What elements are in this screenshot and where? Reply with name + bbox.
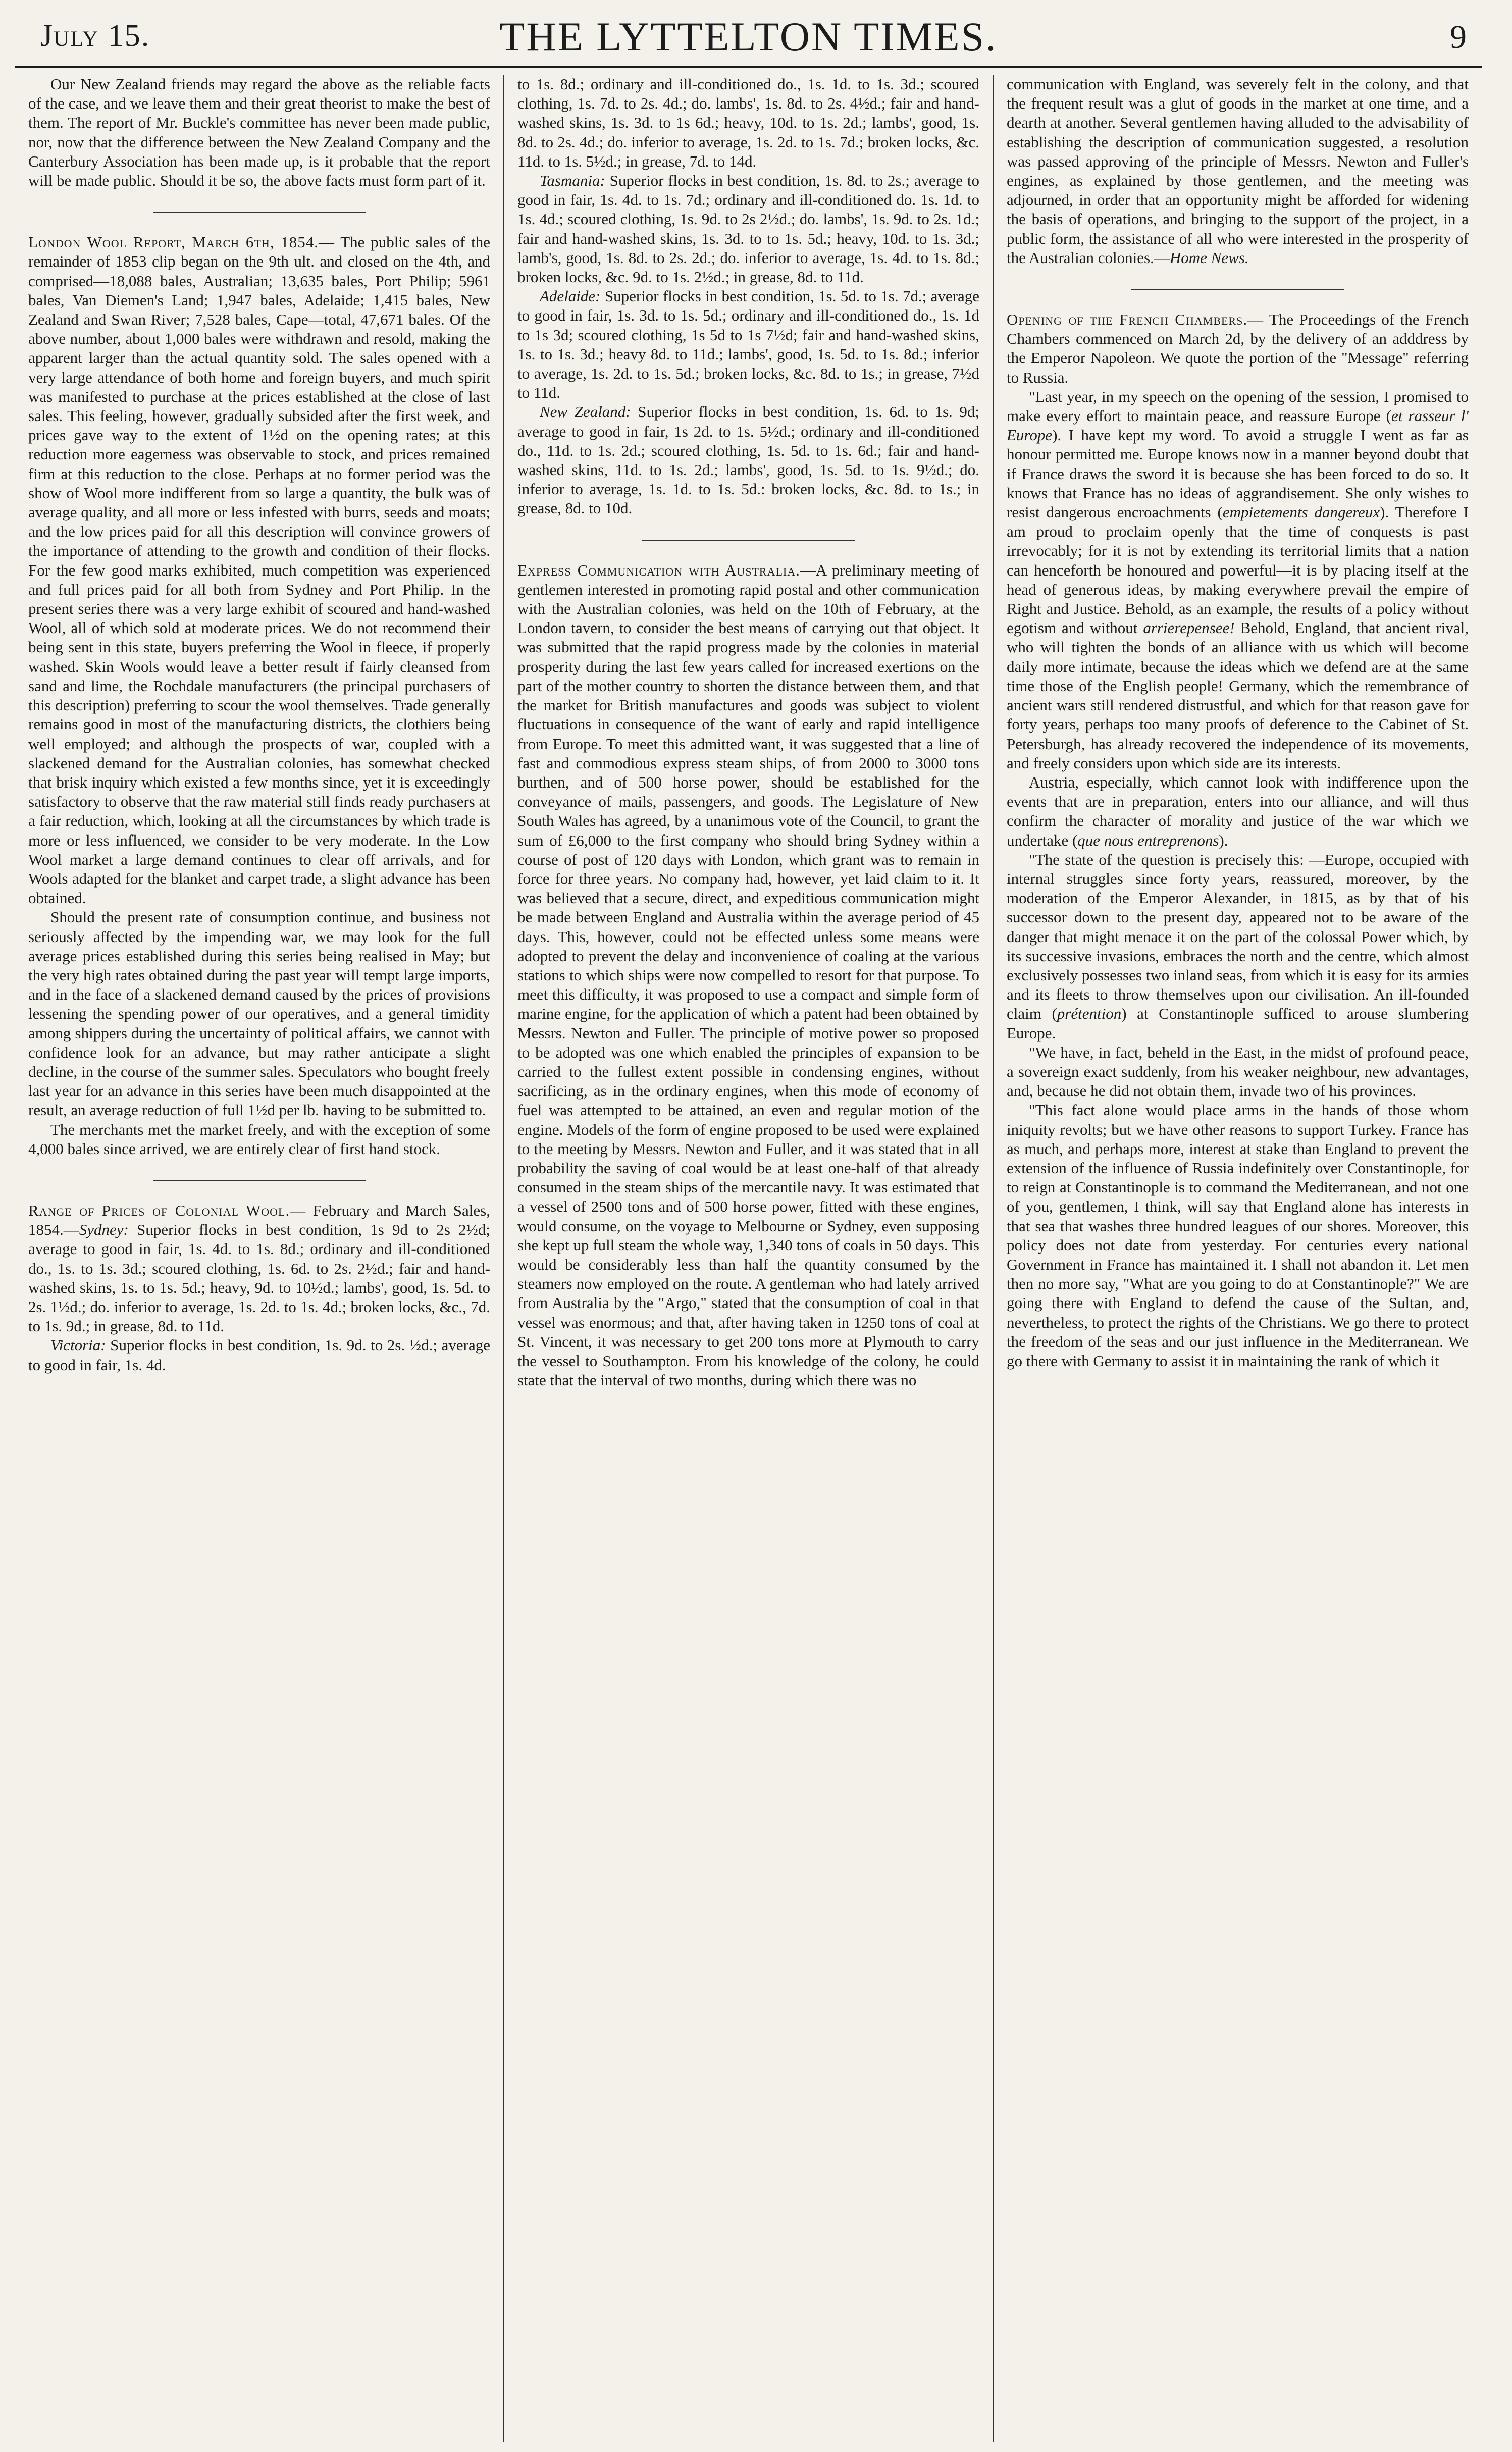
french-paragraph-4: "We have, in fact, beheld in the East, in the midst of profound peace, a sovereign exact suddenly, from his weaker neighbour, new advantages, and, because he did not obtain them, invade two of his provinces. — [1007, 1043, 1469, 1100]
express-source: Home News. — [1169, 248, 1249, 267]
masthead — [15, 0, 1482, 68]
victoria-paragraph — [28, 1336, 490, 1374]
range-prices-paragraph — [28, 1201, 490, 1336]
newspaper-title: THE LYTTELTON TIMES. — [499, 14, 998, 60]
new-zealand-label: New Zealand: — [540, 403, 631, 421]
article-divider — [642, 540, 855, 541]
sydney-prices: Superior flocks in best condition, 1s 9d to 2s 2½d; average to good in fair, 1s. 4d. to 1s. 8d.; ordinary and ill-conditioned do., 1s. to 1s. 3d.; scoured clothing, 1s. 6d. to 2s. 2½d.; fair and hand-washed skins, 1s. to 1s. 5d.; heavy, 9d. to 10½d.; lambs', good, 1s. 5d. to 2s. 1½d.; do. inferior to average, 1s. 2d. to 1s. 4d.; broken locks, &c., 7d. to 1s. 9d.; in grease, 8d. to 11d. — [28, 1221, 490, 1335]
adelaide-paragraph — [517, 287, 979, 402]
tasmania-prices: Superior flocks in best condition, 1s. 8d. to 2s.; average to good in fair, 1s. 4d. to 1s. 7d.; ordinary and ill-conditioned do. 1s. 1d. to 1s. 4d.; scoured clothing, 1s. 9d. to 2s 2½d.; do. lambs', 1s. 9d. to 2s. 1d.; fair and hand-washed skins, 1s. 3d. to to 1s. 5d.; heavy, 10d. to 1s. 3d.; lamb's, good, 1s. 8d. to 2s. 2d.; do. inferior to average, 1s. 4d. to 1s. 8d.; broken locks, &c. 9d. to 1s. 2½d.; in grease, 8d. to 11d. — [517, 172, 979, 286]
text-run: Behold, England, that ancient rival, who will tighten the bonds of an alliance with us which will become daily more intimate, because the ideas which we defend are at the same time those of the English people! Germany, which the remembrance of ancient wars still rendered distrustful, and which for that reason gave for forty years, perhaps too many proofs of deference to the Cabinet of St. Petersburgh, has already recovered the independence of its movements, and freely considers upon which side are its interests. — [1007, 619, 1469, 772]
express-continued — [1007, 75, 1469, 268]
express-continued-text: communication with England, was severely felt in the colony, and that the frequent result was a glut of goods in the market at one time, and a dearth at another. Several gentlemen having alluded to the advisability of establishing the description of communication suggested, a resolution was passed approving of the principle of Messrs. Newton and Fuller's engines, as explained by those gentlemen, and the meeting was adjourned, in order that an opportunity might be afforded for widening the basis of operations, and bringing to the support of the project, in a public form, the assistance of all who were interested in the prosperity of the Australian colonies.— — [1007, 75, 1469, 267]
adelaide-prices: Superior flocks in best condition, 1s. 5d. to 1s. 7d.; average to good in fair, 1s. 3d. to 1s. 5d.; ordinary and ill-conditioned do., 1s. 1d to 1s 3d; scoured clothing, 1s 5d to 1s 7½d; fair and hand-washed skins, 1s. to 1s. 3d.; heavy 8d. to 11d.; lambs', good, 1s. 5d. to 1s. 8d.; inferior to average, 1s. 2d. to 1s. 5d.; broken locks, &c. 8d. to 1s.; in grease, 7½d to 11d. — [517, 287, 979, 402]
wool-report-paragraph — [28, 233, 490, 908]
wool-report-text: The public sales of the remainder of 1853 clip began on the 9th ult. and closed on the 4th, and comprised—18,088 bales, Australian; 13,635 bales, Port Philip; 5961 bales, Van Diemen's Land; 1,947 bales, Adelaide; 1,415 bales, New Zealand and Swan River; 7,528 bales, Cape—total, 47,671 bales. Of the above number, about 1,000 bales were withdrawn and resold, making the apparent larger than the actual quantity sold. The sales opened with a very large attendance of both home and foreign buyers, and much spirit was manifested to purchase at the prices established at the close of last sales. This feeling, however, gradually subsided after the first week, and prices gave way to the extent of 1½d on the opening rates; at this reduction more eagerness was observable to stock, and prices remained firm at this reduction to the close. Perhaps at no former period was the show of Wool more indifferent from so large a quantity, the bulk was of average quality, and all more or less infested with burrs, seeds and moats; and the low prices paid for all this description will convince growers of the importance of attending to the growth and condition of their flocks. For the few good marks exhibited, much competition was experienced and full prices paid for all both from Sydney and Port Philip. In the present series there was a very large exhibit of scoured and hand-washed Wool, all of which sold at moderate prices. We do not recommend their being sent in this state, buyers preferring the Wool in fleece, if properly washed. Skin Wools would leave a better result if fairly cleansed from sand and lime, the Rochdale manufacturers (the principal purchasers of this description) preferring to scour the wool themselves. Trade generally remains good in most of the manufacturing districts, the clothiers being well employed; and although the prospects of war, coupled with a slackened demand for the Australian colonies, has somewhat checked that brisk inquiry which existed a few months since, yet it is exceedingly satisfactory to observe that the raw material still finds ready purchasers at a fair reduction, which, looking at all the circumstances by which trade is more or less influenced, we consider to be very moderate. In the Low Wool market a large demand continues to clear off arrivals, and for Wools adapted for the blanket and carpet trade, a slight advance has been obtained. — [28, 233, 490, 907]
issue-date: July 15. — [40, 19, 150, 53]
italic-phrase: et rasseur l' Europe — [1007, 407, 1469, 444]
wool-report-paragraph-3: The merchants met the market freely, and with the exception of some 4,000 bales since arrived, we are entirely clear of first hand stock. — [28, 1120, 490, 1158]
column-2 — [503, 75, 993, 2442]
french-chambers-heading: Opening of the French Chambers.— — [1007, 310, 1264, 329]
express-heading: Express Communication with Australia. — [517, 561, 800, 579]
wool-report-paragraph-2: Should the present rate of consumption continue, and business not seriously affected by the impending war, we may look for the full average prices established during this series being realised in May; but the very high rates obtained during the past year will tempt large imports, and in the face of a slackened demand caused by the prices of provisions lessening the spending power of our operatives, and a general timidity among shippers during the uncertainty of political affairs, we cannot with confidence look for an advance, but may rather anticipate a slight decline, in the course of the summer sales. Speculators who bought freely last year for an advance in this series have been much disappointed at the result, an average reduction of full 1½d per lb. having to be submitted to. — [28, 908, 490, 1119]
adelaide-label: Adelaide: — [540, 287, 601, 305]
sydney-label: Sydney: — [79, 1221, 129, 1239]
victoria-continued: to 1s. 8d.; ordinary and ill-conditioned do., 1s. 1d. to 1s. 3d.; scoured clothing, 1s. 7d. to 2s. 4d.; do. lambs', 1s. 8d. to 2s. 4½d.; fair and hand-washed skins, 1s. 3d. to 1s 6d.; heavy, 10d. to 1s. 2d.; lambs', good, 1s. 8d. to 2s. 4d.; do. inferior to average, 1s. 2d. to 1s. 7d.; broken locks, &c. 11d. to 1s. 5½d.; in grease, 7d. to 14d. — [517, 75, 979, 170]
victoria-prices: Superior flocks in best condition, 1s. 9d. to 2s. ½d.; average to good in fair, 1s. 4d. — [28, 1336, 490, 1374]
express-text: —A preliminary meeting of gentlemen interested in promoting rapid postal and other communication with the Australian colonies, was held on the 10th of February, at the London tavern, to consider the best means of carrying out that object. It was submitted that the rapid progress made by the colonies in material prosperity during the last few years called for increased exertions on the part of the mother country to shorten the distance between them, and that the market for British manufactures and goods was subject to violent fluctuations in consequence of the want of early and rapid intelligence from Europe. To meet this admitted want, it was suggested that a line of fast and commodious express steam ships, of from 2000 to 3000 tons burthen, and of 500 horse power, should be established for the conveyance of mails, passengers, and goods. The Legislature of New South Wales has agreed, by a unanimous vote of the Council, to grant the sum of £6,000 to the first company who should bring Sydney within a course of post of 120 days with London, which grant was to remain in force for three years. No company had, however, yet laid claim to it. It was believed that a secure, direct, and expeditious communication might be made between England and Australia within the average period of 45 days. This, however, could not be effected unless some means were adopted to prevent the delay and inconvenience of coaling at the various stations to which ships were now compelled to resort for that purpose. To meet this difficulty, it was proposed to use a compact and simple form of marine engine, for the application of which a patent had been obtained by Messrs. Newton and Fuller. The principle of motive power so proposed to be adopted was one which enabled the principles of expansion to be carried to the fullest extent possible in condensing engines, without sacrificing, as in the ordinary engines, when this mode of economy of fuel was attempted to be attained, an even and regular motion of the engine. Models of the form of engine proposed to be used were explained to the meeting by Messrs. Newton and Fuller, and it was stated that in all probability the saving of coal would be at least one-half of that already consumed in the steam ships of the mercantile navy. It was estimated that a vessel of 2500 tons and of 500 horse power, fitted with these engines, would consume, on the voyage to Melbourne or Sydney, even supposing she kept up full steam the whole way, 1,340 tons of coals in 50 days. This would be considerably less than half the quantity consumed by the steamers now employed on the route. A gentleman who had lately arrived from Australia by the "Argo," stated that the consumption of coal in that vessel was enormous; and that, after having taken in 1250 tons of coal at St. Vincent, it was necessary to get 200 tons more at Plymouth to carry the vessel to Southampton. From his knowledge of the colony, he could state that the interval of two months, during which there was no — [517, 561, 979, 1389]
article-divider — [153, 212, 366, 213]
new-zealand-paragraph — [517, 402, 979, 518]
text-run: ). — [1219, 831, 1228, 849]
page-number: 9 — [1450, 19, 1467, 56]
tasmania-paragraph — [517, 171, 979, 287]
article-divider — [1131, 289, 1344, 290]
french-paragraph-1 — [1007, 387, 1469, 773]
italic-phrase: arrierepensee! — [1143, 619, 1235, 637]
italic-phrase: prétention — [1057, 1005, 1122, 1023]
text-run: Austria, especially, which cannot look with indifference upon the events that are in preparation, enters into our alliance, and will thus confirm the character of morality and justice of the war which we undertake ( — [1007, 773, 1469, 849]
intro-paragraph: Our New Zealand friends may regard the above as the reliable facts of the case, and we leave them and their great theorist to make the best of them. The report of Mr. Buckle's committee has never been made public, nor, now that the difference between the New Zealand Company and the Canterbury Association has been made up, is it probable that the report will be made public. Should it be so, the above facts must form part of it. — [28, 75, 490, 190]
italic-phrase: que nous entreprenons — [1077, 831, 1219, 849]
french-paragraph-5: "This fact alone would place arms in the hands of those whom iniquity revolts; but we have other reasons to support Turkey. France has as much, and perhaps more, interest at stake than England to prevent the extension of the influence of Russia indefinitely over Constantinople, for to reign at Constantinople is to command the Mediterranean, and not one of you, gentlemen, I think, will say that England alone has interests in that sea that washes three hundred leagues of our shores. Moreover, this policy does not date from yesterday. For centuries every national Government in France has maintained it. I shall not abandon it. Let men then no more say, "What are you going to do at Constantinople?" We are going there with England to defend the cause of the Sultan, and, nevertheless, to protect the rights of the Christians. We go there to protect the freedom of the seas and our just influence in the Mediterranean. We go there with Germany to assist it in maintaining the rank of which it — [1007, 1101, 1469, 1370]
italic-phrase: empietements dangereux — [1222, 503, 1380, 521]
columns — [15, 75, 1482, 2442]
wool-report-heading: London Wool Report, March 6th, 1854.— — [28, 233, 335, 251]
range-prices-intro: February and March Sales, 1854.— — [28, 1201, 490, 1239]
range-prices-heading: Range of Prices of Colonial Wool.— — [28, 1201, 306, 1219]
column-3 — [993, 75, 1482, 2442]
article-divider — [153, 1180, 366, 1181]
text-run: ). I have kept my word. To avoid a struggle I went as far as honour permitted me. Europe knows now in a manner beyond doubt that if France draws the sword it is because she has been forced to do so. It knows that France has no ideas of aggrandisement. She only wishes to resist dangerous encroachments ( — [1007, 426, 1469, 521]
express-paragraph — [517, 561, 979, 1390]
new-zealand-prices: Superior flocks in best condition, 1s. 6d. to 1s. 9d; average to good in fair, 1s 2d. to 1s. 5½d.; ordinary and ill-conditioned do., 11d. to 1s. 2d.; scoured clothing, 1s. 5d. to 1s. 6d.; fair and hand-washed skins, 11d. to 1s. 2d.; lambs', good, 1s. 5d. to 1s. 9½d.; do. inferior to average, 1s. 1d. to 1s. 5d.: broken locks, &c. 8d. to 1s.; in grease, 8d. to 10d. — [517, 403, 979, 517]
text-run: ) at Constantinople sufficed to arouse slumbering Europe. — [1007, 1005, 1469, 1042]
column-1 — [15, 75, 503, 2442]
victoria-label: Victoria: — [50, 1336, 106, 1354]
text-run: ). Therefore I am proud to proclaim openly that the time of conquests is past irrevocably; for it is not by extending its territorial limits that a nation can henceforth be honoured and powerful—it is by placing itself at the head of generous ideas, by making everywhere prevail the empire of Right and Justice. Behold, as an example, the results of a policy without egotism and without — [1007, 503, 1469, 637]
tasmania-label: Tasmania: — [540, 172, 605, 190]
text-run: "The state of the question is precisely this: —Europe, occupied with internal struggles since forty years, reassured, moreover, by the moderation of the Emperor Alexander, in 1815, as by that of his successor down to the present day, appeared not to be aware of the danger that might menace it on the part of the colossal Power which, by its successive invasions, embraces the north and the centre, which almost exclusively possesses two inland seas, from which it is easy for its armies and its fleets to throw themselves upon our civilisation. An ill-founded claim ( — [1007, 850, 1469, 1023]
french-chambers-intro — [1007, 310, 1469, 387]
french-chambers-intro-text: The Proceedings of the French Chambers commenced on March 2d, by the delivery of an adddress by the Emperor Napoleon. We quote the portion of the "Message" referring to Russia. — [1007, 310, 1469, 386]
french-paragraph-3 — [1007, 850, 1469, 1043]
text-run: "Last year, in my speech on the opening of the session, I promised to make every effort to maintain peace, and reassure Europe ( — [1007, 387, 1469, 425]
french-paragraph-2 — [1007, 773, 1469, 850]
